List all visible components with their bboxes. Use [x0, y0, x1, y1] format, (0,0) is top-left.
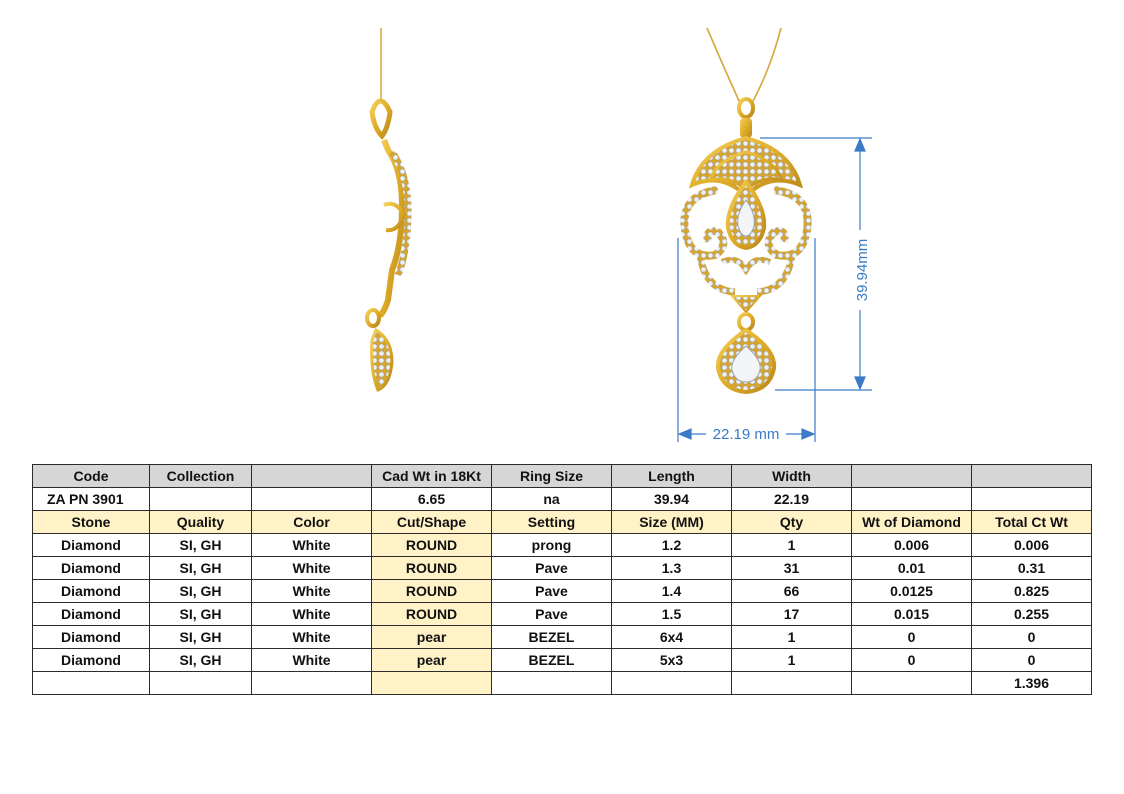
side-view-pendant: [367, 28, 408, 390]
cell-quality: SI, GH: [150, 557, 252, 580]
cell-wt-of-diamond: 0.0125: [852, 580, 972, 603]
header-ring-size: Ring Size: [492, 465, 612, 488]
value-length: 39.94: [612, 488, 732, 511]
cell-total-ct-wt: 0.825: [972, 580, 1092, 603]
cell-stone: Diamond: [33, 626, 150, 649]
header-cut-shape: Cut/Shape: [372, 511, 492, 534]
cell-total-ct-wt: 0.255: [972, 603, 1092, 626]
front-view-pendant: [684, 28, 807, 392]
cell-setting: Pave: [492, 557, 612, 580]
cell-quality: SI, GH: [150, 626, 252, 649]
table-row: [33, 649, 1092, 672]
cell-size: 1.5: [612, 603, 732, 626]
cell-stone: Diamond: [33, 580, 150, 603]
total-ct-wt-sum: 1.396: [972, 672, 1092, 695]
cell-quality: SI, GH: [150, 603, 252, 626]
length-dimension-label: 39.94mm: [854, 238, 871, 302]
header-code: Code: [33, 465, 150, 488]
cell-total-ct-wt: 0: [972, 626, 1092, 649]
header-blank: [852, 465, 972, 488]
cell-color: White: [252, 603, 372, 626]
total-blank: [33, 672, 150, 695]
cell-qty: 1: [732, 649, 852, 672]
stone-header-row: [33, 511, 1092, 534]
cell-total-ct-wt: 0.31: [972, 557, 1092, 580]
value-blank: [252, 488, 372, 511]
cell-color: White: [252, 534, 372, 557]
header-blank: [252, 465, 372, 488]
total-blank: [252, 672, 372, 695]
cell-stone: Diamond: [33, 557, 150, 580]
cell-total-ct-wt: 0: [972, 649, 1092, 672]
cell-size: 5x3: [612, 649, 732, 672]
cell-color: White: [252, 557, 372, 580]
cell-cut-shape: ROUND: [372, 534, 492, 557]
table-row: [33, 557, 1092, 580]
header-wt-of-diamond: Wt of Diamond: [852, 511, 972, 534]
header-blank: [972, 465, 1092, 488]
cell-wt-of-diamond: 0: [852, 649, 972, 672]
cell-quality: SI, GH: [150, 534, 252, 557]
info-header-row: [33, 465, 1092, 488]
cell-setting: Pave: [492, 603, 612, 626]
cell-cut-shape: ROUND: [372, 603, 492, 626]
total-blank: [372, 672, 492, 695]
header-length: Length: [612, 465, 732, 488]
cell-cut-shape: pear: [372, 626, 492, 649]
cell-wt-of-diamond: 0.015: [852, 603, 972, 626]
header-quality: Quality: [150, 511, 252, 534]
specification-table: [32, 464, 1092, 695]
cell-total-ct-wt: 0.006: [972, 534, 1092, 557]
cell-qty: 66: [732, 580, 852, 603]
total-blank: [732, 672, 852, 695]
value-collection: [150, 488, 252, 511]
table-row: [33, 580, 1092, 603]
cell-qty: 31: [732, 557, 852, 580]
info-value-row: [33, 488, 1092, 511]
cell-cut-shape: ROUND: [372, 557, 492, 580]
header-collection: Collection: [150, 465, 252, 488]
value-blank: [852, 488, 972, 511]
total-blank: [150, 672, 252, 695]
table-row: [33, 603, 1092, 626]
header-color: Color: [252, 511, 372, 534]
width-dimension-label: 22.19 mm: [712, 426, 780, 443]
cell-color: White: [252, 626, 372, 649]
value-ring-size: na: [492, 488, 612, 511]
cell-qty: 17: [732, 603, 852, 626]
cell-quality: SI, GH: [150, 649, 252, 672]
total-blank: [852, 672, 972, 695]
cell-size: 1.2: [612, 534, 732, 557]
total-blank: [492, 672, 612, 695]
total-blank: [612, 672, 732, 695]
cell-wt-of-diamond: 0.01: [852, 557, 972, 580]
cell-size: 1.4: [612, 580, 732, 603]
cell-stone: Diamond: [33, 603, 150, 626]
cell-color: White: [252, 580, 372, 603]
cell-cut-shape: ROUND: [372, 580, 492, 603]
cell-size: 6x4: [612, 626, 732, 649]
header-total-ct-wt: Total Ct Wt: [972, 511, 1092, 534]
header-cad-wt: Cad Wt in 18Kt: [372, 465, 492, 488]
header-width: Width: [732, 465, 852, 488]
cell-cut-shape: pear: [372, 649, 492, 672]
cell-color: White: [252, 649, 372, 672]
value-blank: [972, 488, 1092, 511]
cell-qty: 1: [732, 626, 852, 649]
cell-quality: SI, GH: [150, 580, 252, 603]
cell-setting: prong: [492, 534, 612, 557]
header-size-mm: Size (MM): [612, 511, 732, 534]
value-cad-wt: 6.65: [372, 488, 492, 511]
cell-setting: BEZEL: [492, 649, 612, 672]
value-code: ZA PN 3901: [33, 488, 150, 511]
cell-setting: BEZEL: [492, 626, 612, 649]
cell-qty: 1: [732, 534, 852, 557]
table-row: [33, 534, 1092, 557]
header-setting: Setting: [492, 511, 612, 534]
value-width: 22.19: [732, 488, 852, 511]
cell-wt-of-diamond: 0: [852, 626, 972, 649]
cell-size: 1.3: [612, 557, 732, 580]
total-row: [33, 672, 1092, 695]
header-qty: Qty: [732, 511, 852, 534]
table-row: [33, 626, 1092, 649]
cell-stone: Diamond: [33, 649, 150, 672]
header-stone: Stone: [33, 511, 150, 534]
cell-wt-of-diamond: 0.006: [852, 534, 972, 557]
cell-stone: Diamond: [33, 534, 150, 557]
cell-setting: Pave: [492, 580, 612, 603]
